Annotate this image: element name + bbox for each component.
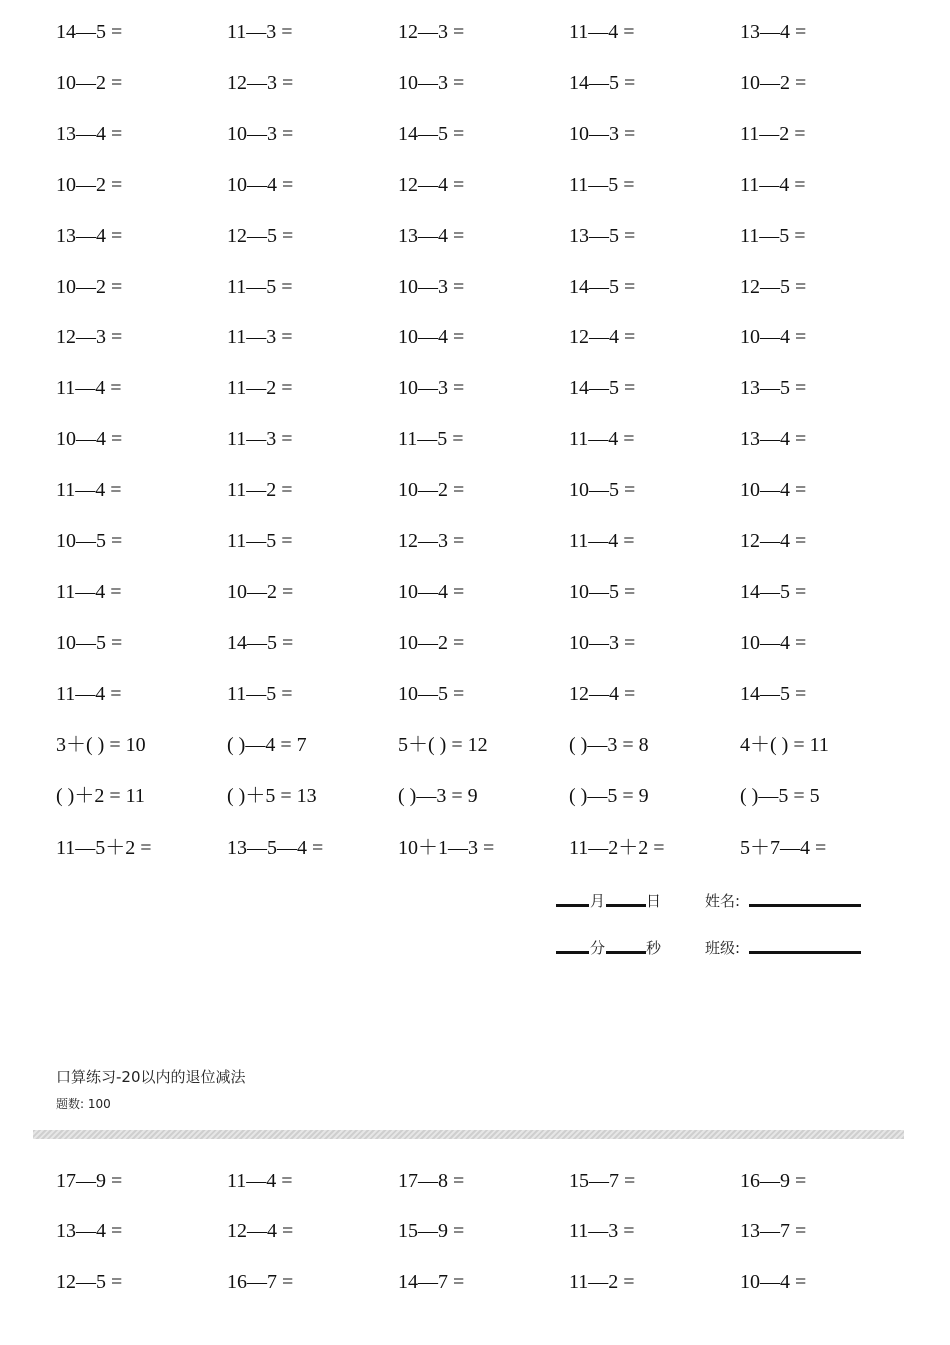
problem-cell: ( )＋5 = 13 <box>227 785 317 807</box>
problem-row <box>0 526 950 556</box>
problem-cell: 10—3 = <box>398 377 465 399</box>
problem-cell: 12—3 = <box>398 530 465 552</box>
problem-cell: 14—5 = <box>740 683 807 705</box>
problem-cell: 13—4 = <box>740 428 807 450</box>
problem-cell: 10—2 = <box>56 276 123 298</box>
problem-cell: 11—3 = <box>227 428 293 450</box>
problem-cell: 10—2 = <box>56 174 123 196</box>
problem-cell: 14—5 = <box>227 632 294 654</box>
problem-cell: 10—3 = <box>398 72 465 94</box>
problem-cell: 10—4 = <box>740 1271 807 1293</box>
problem-cell: 13—4 = <box>56 225 123 247</box>
problem-row <box>0 322 950 352</box>
problem-cell: 12—5 = <box>227 225 294 247</box>
problem-row <box>0 68 950 98</box>
problem-cell: 13—5 = <box>740 377 807 399</box>
minute-label: 分 <box>590 939 606 957</box>
problem-cell: 5＋( ) = 12 <box>398 734 488 756</box>
problem-row <box>0 272 950 302</box>
name-label: 姓名: <box>705 892 741 910</box>
month-label: 月 <box>590 892 606 910</box>
problem-cell: 11—3 = <box>569 1220 635 1242</box>
problem-cell: 10—4 = <box>740 479 807 501</box>
problem-cell: 11—4 = <box>569 530 635 552</box>
problem-cell: 12—4 = <box>569 683 636 705</box>
problem-row <box>0 1166 950 1196</box>
problem-cell: 14—5 = <box>740 581 807 603</box>
problem-row <box>0 17 950 47</box>
problem-cell: 11—4 = <box>569 21 635 43</box>
problem-cell: 11—3 = <box>227 326 293 348</box>
problem-cell: 16—9 = <box>740 1170 807 1192</box>
problem-cell: 12—4 = <box>398 174 465 196</box>
problem-row <box>0 221 950 251</box>
problem-cell: 10—5 = <box>569 479 636 501</box>
problem-cell: 14—5 = <box>569 72 636 94</box>
day-blank[interactable] <box>606 890 646 908</box>
problem-cell: 13—5—4 = <box>227 837 324 859</box>
problem-cell: 14—5 = <box>569 276 636 298</box>
problem-row <box>0 679 950 709</box>
name-blank[interactable] <box>749 890 861 908</box>
problem-cell: 11—2 = <box>569 1271 635 1293</box>
problem-cell: 10—4 = <box>227 174 294 196</box>
problem-cell: 12—3 = <box>227 72 294 94</box>
problem-cell: 11—5 = <box>227 276 293 298</box>
problem-cell: 10—4 = <box>740 632 807 654</box>
problem-cell: 12—3 = <box>398 21 465 43</box>
problem-cell: 15—7 = <box>569 1170 636 1192</box>
problem-row <box>0 781 950 811</box>
problem-cell: 12—3 = <box>56 326 123 348</box>
problem-cell: 5＋7—4 = <box>740 837 827 859</box>
second-blank[interactable] <box>606 937 646 955</box>
problem-cell: 10—2 = <box>227 581 294 603</box>
worksheet-title: 口算练习-20以内的退位减法 <box>56 1068 246 1086</box>
problem-cell: 11—4 = <box>56 377 122 399</box>
problem-cell: 11—4 = <box>569 428 635 450</box>
problem-cell: 13—4 = <box>398 225 465 247</box>
problem-row <box>0 170 950 200</box>
problem-cell: 3＋( ) = 10 <box>56 734 146 756</box>
day-label: 日 <box>646 892 662 910</box>
problem-cell: 11—4 = <box>56 479 122 501</box>
problem-cell: 10—5 = <box>569 581 636 603</box>
problem-cell: 11—4 = <box>227 1170 293 1192</box>
problem-cell: 15—9 = <box>398 1220 465 1242</box>
problem-cell: 11—5 = <box>569 174 635 196</box>
problem-cell: 11—4 = <box>740 174 806 196</box>
problem-cell: 13—5 = <box>569 225 636 247</box>
problem-cell: 10—2 = <box>398 479 465 501</box>
problem-row <box>0 577 950 607</box>
problem-cell: 16—7 = <box>227 1271 294 1293</box>
problem-cell: 11—2 = <box>227 479 293 501</box>
problem-cell: 11—5＋2 = <box>56 837 152 859</box>
problem-cell: 10—3 = <box>569 632 636 654</box>
problem-cell: 14—5 = <box>569 377 636 399</box>
problem-cell: ( )—3 = 8 <box>569 734 649 756</box>
problem-cell: 10—4 = <box>740 326 807 348</box>
problem-row <box>0 628 950 658</box>
problem-cell: 10—4 = <box>56 428 123 450</box>
month-blank[interactable] <box>556 890 589 908</box>
problem-cell: 10—2 = <box>56 72 123 94</box>
problem-cell: 13—4 = <box>56 123 123 145</box>
problem-row <box>0 373 950 403</box>
problem-cell: 10＋1—3 = <box>398 837 495 859</box>
problem-row <box>0 833 950 863</box>
problem-cell: 10—3 = <box>398 276 465 298</box>
problem-cell: 14—5 = <box>56 21 123 43</box>
problem-cell: 10—4 = <box>398 326 465 348</box>
problem-row <box>0 1267 950 1297</box>
problem-cell: 14—7 = <box>398 1271 465 1293</box>
class-blank[interactable] <box>749 937 861 955</box>
problem-cell: 10—3 = <box>227 123 294 145</box>
problem-row <box>0 475 950 505</box>
problem-cell: 11—3 = <box>227 21 293 43</box>
problem-cell: 12—4 = <box>227 1220 294 1242</box>
problem-cell: 10—5 = <box>56 632 123 654</box>
class-label: 班级: <box>705 939 741 957</box>
problem-row <box>0 119 950 149</box>
problem-cell: ( )—5 = 9 <box>569 785 649 807</box>
problem-cell: 11—4 = <box>56 581 122 603</box>
problem-cell: 17—9 = <box>56 1170 123 1192</box>
problem-cell: 11—2 = <box>740 123 806 145</box>
problem-cell: 10—2 = <box>740 72 807 94</box>
problem-cell: 10—5 = <box>398 683 465 705</box>
problem-cell: 10—4 = <box>398 581 465 603</box>
problem-row <box>0 1216 950 1246</box>
problem-cell: ( )—5 = 5 <box>740 785 820 807</box>
problem-cell: 11—4 = <box>56 683 122 705</box>
problem-cell: 13—7 = <box>740 1220 807 1242</box>
problem-cell: 13—4 = <box>740 21 807 43</box>
problem-cell: 11—5 = <box>227 530 293 552</box>
problem-cell: 12—4 = <box>569 326 636 348</box>
problem-cell: 11—5 = <box>740 225 806 247</box>
problem-cell: 17—8 = <box>398 1170 465 1192</box>
problem-cell: 12—4 = <box>740 530 807 552</box>
problem-cell: 12—5 = <box>56 1271 123 1293</box>
second-label: 秒 <box>646 939 662 957</box>
minute-blank[interactable] <box>556 937 589 955</box>
problem-cell: 10—5 = <box>56 530 123 552</box>
problem-cell: ( )—3 = 9 <box>398 785 478 807</box>
problem-row <box>0 730 950 760</box>
problem-cell: ( )＋2 = 11 <box>56 785 145 807</box>
problem-cell: ( )—4 = 7 <box>227 734 307 756</box>
problem-cell: 4＋( ) = 11 <box>740 734 829 756</box>
problem-cell: 11—2 = <box>227 377 293 399</box>
problem-cell: 11—2＋2 = <box>569 837 665 859</box>
problem-cell: 10—3 = <box>569 123 636 145</box>
problem-count: 题数: 100 <box>56 1097 111 1111</box>
problem-cell: 12—5 = <box>740 276 807 298</box>
problem-cell: 13—4 = <box>56 1220 123 1242</box>
problem-row <box>0 424 950 454</box>
section-divider <box>33 1130 904 1139</box>
problem-cell: 11—5 = <box>398 428 464 450</box>
problem-cell: 14—5 = <box>398 123 465 145</box>
problem-cell: 11—5 = <box>227 683 293 705</box>
problem-cell: 10—2 = <box>398 632 465 654</box>
